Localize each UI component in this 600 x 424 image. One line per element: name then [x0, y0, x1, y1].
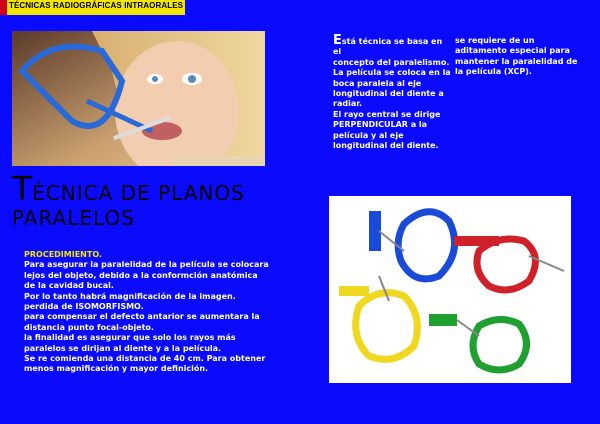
intro-line: La película se coloca en la: [333, 68, 451, 78]
intro-column-2: [455, 36, 580, 78]
procedure-section: [24, 250, 274, 375]
intro-line: PERPENDICULAR a la: [333, 120, 428, 130]
child-with-film-holder-photo: [12, 31, 265, 166]
intro-line: stá técnica se basa en el: [333, 37, 443, 57]
intro-line: longitudinal del diente a: [333, 89, 444, 99]
procedure-line: menos magnificación y mayor definición.: [24, 364, 209, 374]
procedure-line: Para asegurar la paralelidad de la película se colocara: [24, 260, 269, 270]
section-tag: TÉCNICAS RADIOGRÁFICAS INTRAORALES: [9, 1, 184, 10]
xcp-ring-holders-photo: [329, 196, 571, 383]
title-line-1: ÉCNICA DE PLANOS: [32, 181, 245, 205]
drop-cap: E: [333, 33, 342, 48]
logo-mark: [0, 0, 7, 15]
procedure-line: Se re comienda una distancia de 40 cm. Para obtener: [24, 354, 266, 364]
intro-line: película y al eje: [333, 130, 404, 140]
intro-line: boca paralela al eje: [333, 78, 422, 88]
procedure-line: de la cavidad bucal.: [24, 281, 114, 291]
intro-column: [333, 33, 453, 151]
intro-line: mantener la paralelidad de: [455, 56, 578, 66]
page-title: [12, 169, 292, 230]
intro-line: radiar.: [333, 99, 363, 109]
intro-line: longitudinal del diente.: [333, 141, 439, 151]
procedure-line: Por lo tanto habrá magnificación de la imagen.: [24, 291, 236, 301]
procedure-line: paralelos se dirijan al diente y a la película.: [24, 343, 222, 353]
intro-line: se requiere de un: [455, 36, 535, 45]
intro-line: concepto del paralelismo.: [333, 57, 450, 67]
procedure-line: la finalidad es asegurar que solo los rayos más: [24, 333, 236, 343]
procedure-line: perdida de ISOMORFISMO.: [24, 302, 144, 312]
intro-line: la película (XCP).: [455, 67, 532, 77]
procedure-line: distancia punto focal-objeto.: [24, 322, 154, 332]
procedure-heading: PROCEDIMIENTO.: [24, 250, 102, 259]
intro-line: aditamento especial para: [455, 46, 570, 56]
top-bar: [0, 0, 600, 15]
procedure-line: lejos del objeto, debido a la conformción anatómica: [24, 270, 258, 280]
intro-line: El rayo central se dirige: [333, 109, 441, 119]
title-line-2: PARALELOS: [12, 206, 135, 230]
procedure-line: para compensar el defecto antarior se aumentara la: [24, 312, 260, 322]
title-initial: T: [12, 169, 33, 208]
